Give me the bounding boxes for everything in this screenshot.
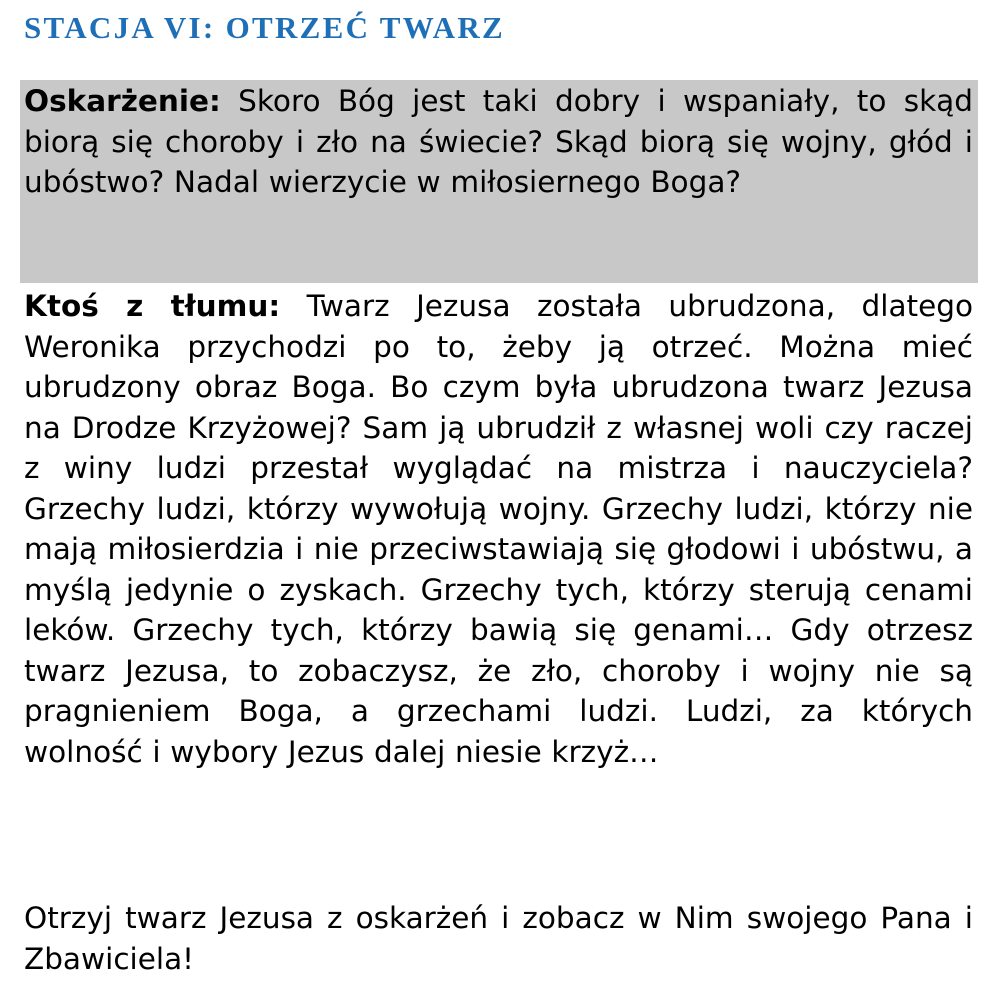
station-title: STACJA VI: OTRZEĆ TWARZ — [24, 10, 505, 45]
closing-paragraph: Otrzyj twarz Jezusa z oskarżeń i zobacz w Nim swojego Pana i Zbawiciela! — [24, 901, 973, 976]
accusation-paragraph — [24, 81, 973, 203]
crowd-section — [24, 286, 973, 772]
accusation-speaker: Oskarżenie: — [24, 84, 221, 118]
crowd-text: Twarz Jezusa została ubrudzona, dlatego Weronika przychodzi po to, żeby ją otrzeć. Można mieć ubrudzony obraz Boga. Bo czym była ubrudzona twarz Jezusa na Drodze Krzyżowej? Sam ją ubrudził z własnej woli czy raczej z winy ludzi przestał wyglądać na mistrza i nauczyciela? Grzechy ludzi, którzy wywołują wojny. Grzechy ludzi, którzy nie mają miłosierdzia i nie przeciwstawiają się głodowi i ubóstwu, a myślą jedynie o zyskach. Grzechy tych, którzy sterują cenami leków. Grzechy tych, którzy bawią się genami… Gdy otrzesz twarz Jezusa, to zobaczysz, że zło, choroby i wojny nie są pragnieniem Boga, a grzechami ludzi. Ludzi, za których wolność i wybory Jezus dalej niesie krzyż… — [24, 289, 974, 769]
crowd-speaker: Ktoś z tłumu: — [24, 289, 281, 323]
crowd-paragraph — [24, 286, 973, 772]
accusation-box — [20, 80, 978, 283]
accusation-text: Skoro Bóg jest taki dobry i wspaniały, to skąd biorą się choroby i zło na świecie? Skąd biorą się wojny, głód i ubóstwo? Nadal wierzycie w miłosiernego Boga? — [24, 84, 973, 199]
closing-section — [24, 898, 973, 979]
